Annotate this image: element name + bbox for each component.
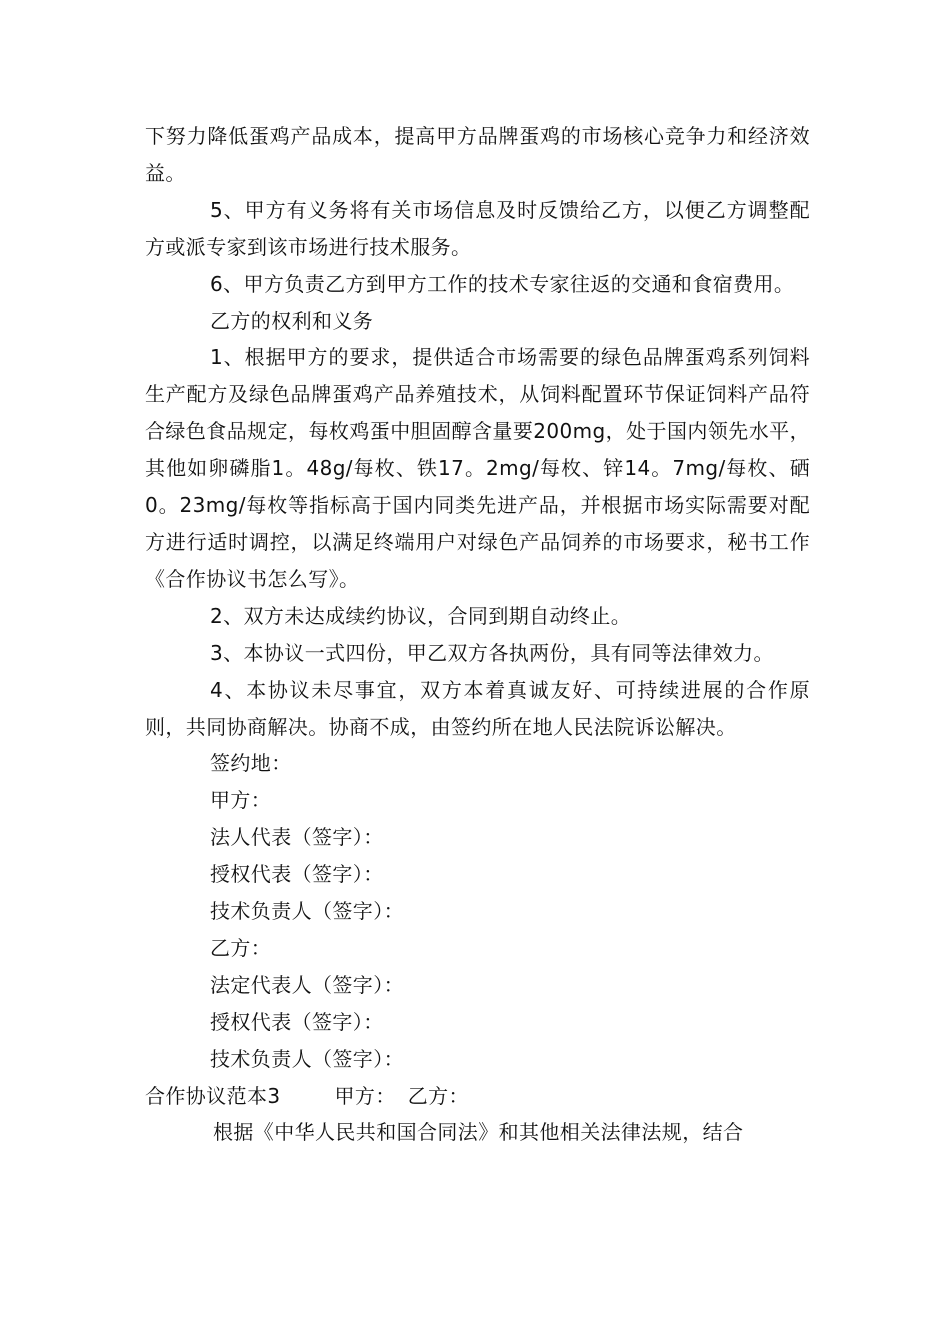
paragraph-clause-5: 5、甲方有义务将有关市场信息及时反馈给乙方，以便乙方调整配方或派专家到该市场进行技术服务。 bbox=[145, 197, 810, 259]
party-b-tech-lead-signature: 技术负责人（签字）： bbox=[210, 1046, 404, 1071]
paragraph-party-b-clause-1: 1、根据甲方的要求，提供适合市场需要的绿色品牌蛋鸡系列饲料生产配方及绿色品牌蛋鸡产品养殖技术，从饲料配置环节保证饲料产品符合绿色食品规定，每枚鸡蛋中胆固醇含量要200mg，处于国内领先水平，其他如卵磷脂1。48g/每枚、铁17。2mg/每枚、锌14。7mg/每枚、硒0。23mg/每枚等指标高于国内同类先进产品，并根据市场实际需要对配方进行适时调控，以满足终端用户对绿色产品饲养的市场要求，秘书工作《合作协议书怎么写》。 bbox=[145, 345, 810, 591]
document-body bbox=[145, 118, 810, 1151]
sample-3-party-b: 乙方： bbox=[407, 1083, 469, 1108]
party-b-authorized-rep-signature: 授权代表（签字）： bbox=[210, 1009, 384, 1034]
sample-3-title: 合作协议范本3 bbox=[145, 1083, 281, 1108]
sample-3-heading bbox=[145, 1078, 810, 1115]
paragraph-party-b-clause-3: 3、本协议一式四份，甲乙双方各执两份，具有同等法律效力。 bbox=[210, 640, 774, 665]
paragraph-clause-6: 6、甲方负责乙方到甲方工作的技术专家往返的交通和食宿费用。 bbox=[210, 271, 795, 296]
party-a-legal-rep-signature: 法人代表（签字）： bbox=[210, 825, 384, 850]
party-b-label: 乙方： bbox=[210, 935, 272, 960]
party-a-authorized-rep-signature: 授权代表（签字）： bbox=[210, 862, 384, 887]
party-a-tech-lead-signature: 技术负责人（签字）： bbox=[210, 899, 404, 924]
party-b-legal-rep-signature: 法定代表人（签字）： bbox=[210, 972, 404, 997]
paragraph-cost-reduction: 下努力降低蛋鸡产品成本，提高甲方品牌蛋鸡的市场核心竞争力和经济效益。 bbox=[145, 124, 810, 185]
paragraph-party-b-clause-2: 2、双方未达成续约协议，合同到期自动终止。 bbox=[210, 603, 632, 628]
sample-3-party-a: 甲方： bbox=[334, 1083, 396, 1108]
sample-3-opening-paragraph: 根据《中华人民共和国合同法》和其他相关法律法规，结合 bbox=[213, 1120, 744, 1145]
section-heading-party-b-rights: 乙方的权利和义务 bbox=[210, 308, 374, 333]
party-a-label: 甲方： bbox=[210, 788, 272, 813]
signing-place-label: 签约地： bbox=[210, 751, 292, 776]
paragraph-party-b-clause-4: 4、本协议未尽事宜，双方本着真诚友好、可持续进展的合作原则，共同协商解决。协商不成，由签约所在地人民法院诉讼解决。 bbox=[145, 677, 810, 739]
